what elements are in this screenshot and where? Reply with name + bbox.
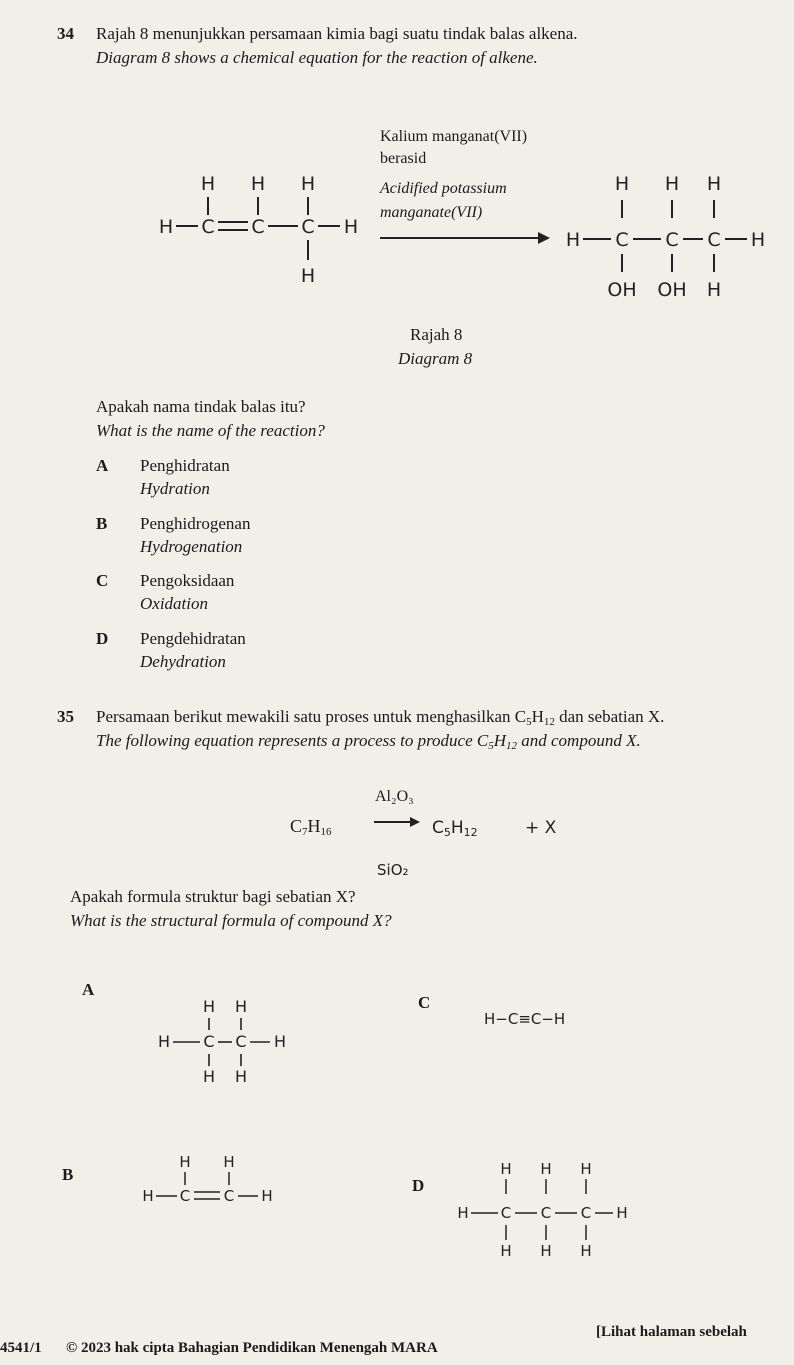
svg-text:H: H bbox=[500, 1242, 512, 1260]
svg-text:H: H bbox=[261, 1187, 273, 1205]
svg-text:C: C bbox=[615, 229, 629, 251]
q35-option-b-letter[interactable]: B bbox=[62, 1165, 74, 1184]
equation-plus-x: + X bbox=[525, 818, 557, 838]
option-c-malay[interactable]: Pengoksidaan bbox=[140, 571, 235, 590]
option-a-english[interactable]: Hydration bbox=[140, 479, 210, 498]
svg-text:H: H bbox=[580, 1242, 592, 1260]
svg-text:C: C bbox=[203, 1032, 215, 1051]
svg-text:C: C bbox=[251, 216, 265, 238]
option-c-english[interactable]: Oxidation bbox=[140, 594, 208, 613]
svg-text:H: H bbox=[750, 229, 766, 251]
svg-text:H: H bbox=[565, 229, 581, 251]
svg-text:OH: OH bbox=[657, 279, 687, 301]
option-d-letter[interactable]: D bbox=[96, 629, 109, 648]
q35-option-c-letter[interactable]: C bbox=[418, 993, 431, 1012]
svg-text:H: H bbox=[614, 173, 630, 195]
q35-option-d-letter[interactable]: D bbox=[412, 1176, 425, 1195]
product-structure-diol bbox=[555, 160, 780, 310]
svg-text:C: C bbox=[179, 1187, 191, 1205]
svg-text:H: H bbox=[706, 279, 722, 301]
svg-text:C: C bbox=[201, 216, 215, 238]
svg-text:H: H bbox=[200, 173, 216, 195]
question-34-number: 34 bbox=[57, 24, 74, 43]
q35-option-c-ethyne-formula[interactable]: H−C≡C−H bbox=[484, 1010, 566, 1028]
svg-text:H: H bbox=[157, 1032, 171, 1051]
question-35-ask-english: What is the structural formula of compound X? bbox=[70, 911, 392, 930]
svg-text:H: H bbox=[273, 1032, 287, 1051]
copyright-notice: © 2023 hak cipta Bahagian Pendidikan Menengah MARA bbox=[66, 1340, 438, 1356]
svg-text:H: H bbox=[250, 173, 266, 195]
q35-option-a-letter[interactable]: A bbox=[82, 980, 95, 999]
svg-text:C: C bbox=[223, 1187, 235, 1205]
svg-text:H: H bbox=[202, 997, 216, 1016]
svg-text:H: H bbox=[300, 173, 316, 195]
svg-text:C: C bbox=[707, 229, 721, 251]
option-d-malay[interactable]: Pengdehidratan bbox=[140, 629, 246, 648]
svg-text:H: H bbox=[580, 1160, 592, 1178]
condition-malay-line-1: Kalium manganat(VII) bbox=[380, 128, 528, 145]
equation-reactant: $C_7H_{16}$ bbox=[290, 816, 332, 838]
svg-text:C: C bbox=[580, 1204, 592, 1222]
option-a-malay[interactable]: Penghidratan bbox=[140, 456, 230, 475]
svg-text:H: H bbox=[234, 997, 248, 1016]
svg-text:H: H bbox=[223, 1153, 235, 1171]
question-35-stem-english: The following equation represents a process to produce $C_5H_{12}$ and compound X. bbox=[96, 731, 641, 752]
svg-text:H: H bbox=[158, 216, 174, 238]
svg-text:H: H bbox=[202, 1067, 216, 1086]
reactant-structure-propene bbox=[150, 160, 380, 300]
reaction-arrow bbox=[378, 228, 553, 248]
question-34-ask-english: What is the name of the reaction? bbox=[96, 421, 325, 440]
option-d-english[interactable]: Dehydration bbox=[140, 652, 226, 671]
next-page-notice: [Lihat halaman sebelah bbox=[596, 1324, 747, 1340]
svg-text:OH: OH bbox=[607, 279, 637, 301]
svg-text:C: C bbox=[500, 1204, 512, 1222]
q35-option-a-ethane-structure[interactable] bbox=[142, 990, 312, 1100]
svg-text:C: C bbox=[540, 1204, 552, 1222]
svg-text:H: H bbox=[343, 216, 359, 238]
option-b-malay[interactable]: Penghidrogenan bbox=[140, 514, 251, 533]
question-34-stem-english: Diagram 8 shows a chemical equation for the reaction of alkene. bbox=[96, 48, 538, 67]
svg-text:H: H bbox=[300, 265, 316, 287]
svg-text:H: H bbox=[179, 1153, 191, 1171]
q35-option-d-propane-structure[interactable] bbox=[448, 1152, 643, 1277]
svg-text:C: C bbox=[235, 1032, 247, 1051]
equation-arrow bbox=[372, 814, 422, 830]
equation-catalyst-top: Al₂O₃ bbox=[375, 788, 414, 805]
diagram-caption-english: Diagram 8 bbox=[398, 349, 473, 368]
q35-option-b-ethene-structure[interactable] bbox=[140, 1145, 300, 1225]
condition-english-line-1: Acidified potassium bbox=[380, 180, 507, 197]
svg-text:H: H bbox=[664, 173, 680, 195]
option-a-letter[interactable]: A bbox=[96, 456, 109, 475]
svg-text:H: H bbox=[540, 1242, 552, 1260]
equation-product: $C_5H_{12}$ bbox=[432, 818, 478, 839]
paper-code: 4541/1 bbox=[0, 1340, 42, 1356]
condition-malay-line-2: berasid bbox=[380, 150, 427, 167]
question-35-stem-malay: Persamaan berikut mewakili satu proses untuk menghasilkan $C_5H_{12}$ dan sebatian X. bbox=[96, 707, 665, 728]
svg-text:C: C bbox=[301, 216, 315, 238]
question-34-stem-malay: Rajah 8 menunjukkan persamaan kimia bagi suatu tindak balas alkena. bbox=[96, 24, 578, 43]
condition-english-line-2: manganate(VII) bbox=[380, 204, 483, 221]
svg-text:H: H bbox=[616, 1204, 628, 1222]
svg-text:C: C bbox=[665, 229, 679, 251]
svg-text:H: H bbox=[142, 1187, 154, 1205]
option-c-letter[interactable]: C bbox=[96, 571, 109, 590]
question-35-ask-malay: Apakah formula struktur bagi sebatian X? bbox=[70, 887, 356, 906]
option-b-letter[interactable]: B bbox=[96, 514, 108, 533]
question-34-ask-malay: Apakah nama tindak balas itu? bbox=[96, 397, 306, 416]
question-35-number: 35 bbox=[57, 707, 74, 726]
svg-text:H: H bbox=[540, 1160, 552, 1178]
option-b-english[interactable]: Hydrogenation bbox=[140, 537, 243, 556]
svg-text:H: H bbox=[706, 173, 722, 195]
svg-text:H: H bbox=[457, 1204, 469, 1222]
diagram-caption-malay: Rajah 8 bbox=[410, 325, 463, 344]
svg-text:H: H bbox=[234, 1067, 248, 1086]
equation-catalyst-bottom: SiO₂ bbox=[377, 861, 409, 879]
svg-text:H: H bbox=[500, 1160, 512, 1178]
